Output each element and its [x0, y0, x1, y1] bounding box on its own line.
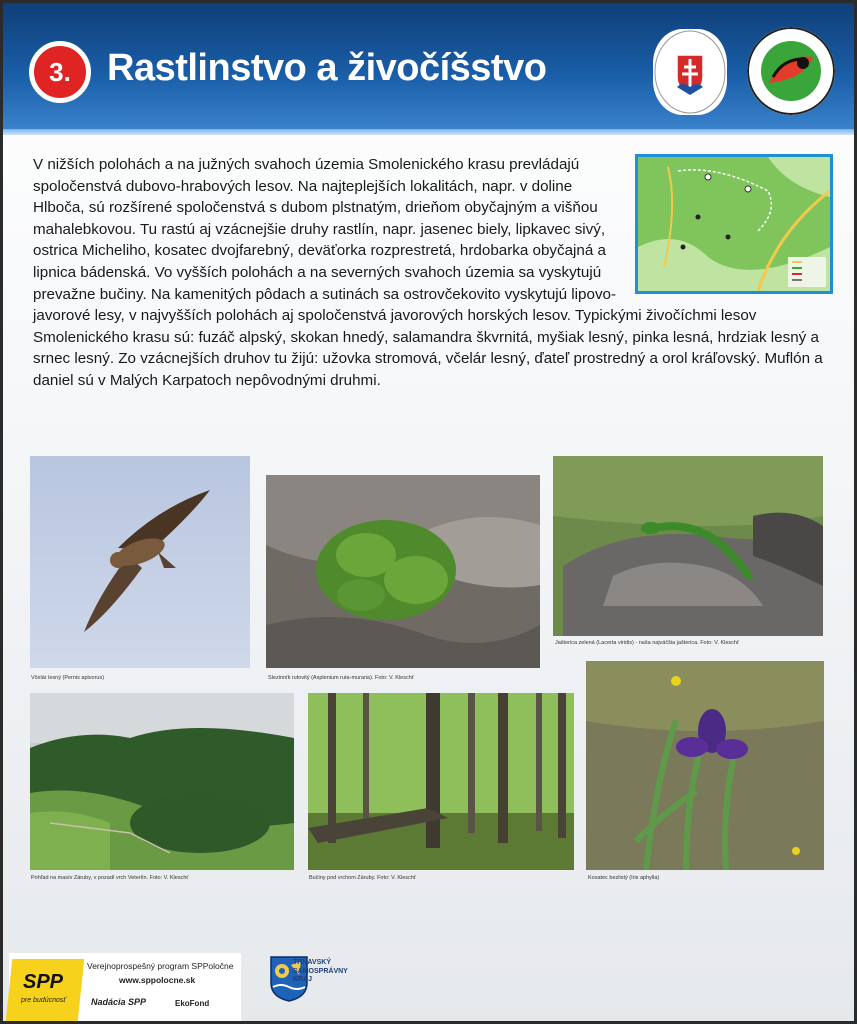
- photo-caption: Bučiny pod vrchom Záruby. Foto: V. Kleschť: [309, 875, 416, 881]
- spp-sponsor-block: [9, 953, 241, 1021]
- ekofond-logo: EkoFond: [175, 999, 210, 1008]
- header-banner: [3, 3, 854, 135]
- program-line: Verejnoprospešný program SPPoločne: [87, 961, 234, 971]
- spp-tagline: pre budúcnosť: [21, 997, 66, 1004]
- nadacia-spp-logo: Nadácia SPP: [91, 997, 147, 1007]
- photo-wall-rue: [266, 475, 540, 668]
- photo-green-lizard: [553, 456, 823, 636]
- main-paragraph: V nižších polohách a na južných svahoch územia Smolenického krasu prevládajú spoločenstvá dubovo-hrabových lesov. Na najteplejších lokalitách, napr. v doline Hlboča, sú rozšírené spoločenstvá s dubom plstnatým, drieňom obyčajným a višňou mahalebkovou. Tu rastú aj vzácnejšie druhy rastlín, napr. jasenec biely, lipkavec sivý, ostrica Micheliho, kosatec dvojfarebný, deväťorka rozprestretá, hrdobarka obyčajná a lipnica bádenská. Vo vyšších polohách a na severných svahoch územia sa vyskytujú prevažne bučiny. Na kamenitých pôdach a sutinách sa ostrovčekovito vyskytujú lipovo-javorové lesy, v najvyšších polohách aj spoločenstvá javorových horských lesov. Typickými živočíchmi lesov Smolenického krasu sú: fuzáč alpský, skokan hnedý, salamandra škvrnitá, myšiak lesný, pinka lesná, hrdziak lesný a srnec lesný. Zo vzácnejších druhov tu žijú: užovka stromová, včelár lesný, ďateľ prostredný a orol kráľovský. Muflón a daniel sú v Malých Karpatoch nepôvodnými druhmi.: [33, 156, 823, 389]
- main-paragraph-container: [33, 154, 833, 392]
- section-number-badge: 3.: [29, 41, 91, 103]
- photo-caption: Jašterica zelená (Lacerta viridis) - naša najväčšia jašterica. Foto: V. Kleschť: [555, 640, 740, 646]
- page-title: Rastlinstvo a živočíšstvo: [107, 47, 547, 89]
- photo-caption: Pohľad na masív Záruby, v pozadí vrch Veterlín. Foto: V. Kleschť: [31, 875, 189, 881]
- photo-caption: Včelár lesný (Pernis apivorus): [31, 675, 105, 681]
- website-link[interactable]: www.sppolocne.sk: [119, 975, 196, 985]
- trnava-region-block: [269, 955, 348, 1007]
- spp-logo: SPP: [23, 971, 64, 993]
- photo-caption: Kosatec bezlistý (Iris aphylla): [588, 875, 660, 881]
- tsk-line-2: SAMOSPRÁVNY: [293, 967, 348, 975]
- area-map: [635, 154, 833, 294]
- photo-honey-buzzard: [30, 456, 250, 668]
- photo-iris: [586, 661, 824, 870]
- tsk-line-3: KRAJ: [293, 976, 313, 983]
- photo-beech-forest: [308, 693, 574, 870]
- state-nature-conservancy-logo: [653, 29, 727, 115]
- photo-zaruby-landscape: [30, 693, 294, 870]
- photo-caption: Slezinník rutovitý (Asplenium ruta-muraria). Foto: V. Kleschť: [268, 675, 414, 681]
- tsk-line-1: TRNAVSKÝ: [293, 959, 331, 966]
- chko-male-karpaty-logo: [747, 27, 835, 115]
